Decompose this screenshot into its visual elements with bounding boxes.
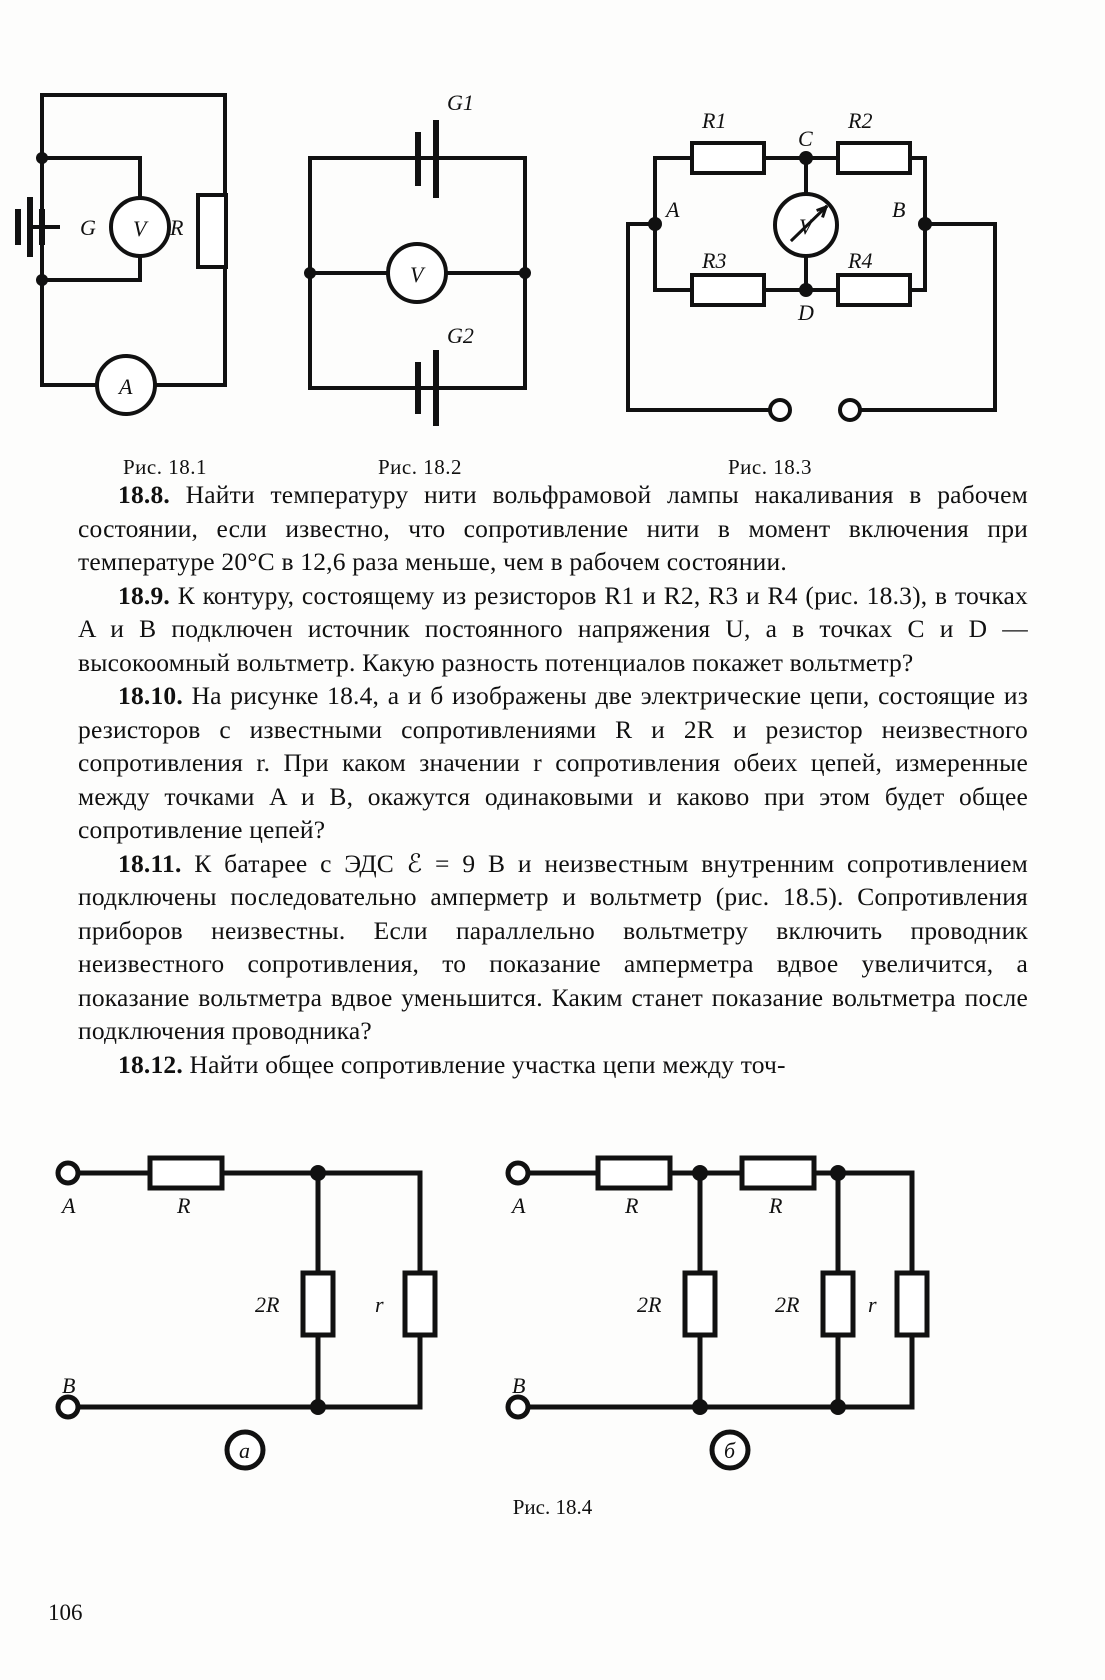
problem-text-18-12: Найти общее сопротивление участка цепи между точ- — [189, 1049, 786, 1079]
fig4a-label-a: A — [62, 1193, 76, 1218]
problem-18-10 — [78, 679, 1028, 847]
fig4b-label-a: A — [512, 1193, 526, 1218]
fig4b-label-2r1: 2R — [637, 1292, 662, 1317]
figures-top-svg — [0, 40, 1105, 440]
fig3-label-voltmeter: V — [799, 214, 813, 239]
problem-number-18-12: 18.12. — [118, 1049, 183, 1079]
figure-caption-18-2: Рис. 18.2 — [378, 455, 462, 479]
fig4b-label-2r2: 2R — [775, 1292, 800, 1317]
fig4b-label-r1: R — [625, 1193, 639, 1218]
problem-number-18-9: 18.9. — [118, 580, 170, 610]
fig4a-label-2r: 2R — [255, 1292, 280, 1317]
fig3-label-node-a: A — [666, 197, 680, 222]
fig3-label-r3: R3 — [702, 248, 727, 273]
fig4a-sublabel: а — [239, 1438, 250, 1463]
fig4a-label-r: R — [177, 1193, 191, 1218]
fig1-label-ammeter: A — [119, 374, 133, 399]
fig3-label-r2: R2 — [848, 108, 873, 133]
fig1-label-voltmeter: V — [133, 216, 147, 241]
fig4b-label-r2: R — [769, 1193, 783, 1218]
page-number: 106 — [48, 1600, 83, 1625]
fig2-label-voltmeter: V — [410, 262, 424, 287]
fig2-label-battery1: G1 — [447, 90, 474, 115]
figure-18-4-svg — [0, 1155, 1105, 1485]
problem-number-18-10: 18.10. — [118, 681, 183, 710]
fig1-label-source: G — [80, 215, 96, 240]
problem-18-11 — [78, 847, 1028, 1048]
problems-text-block — [78, 478, 1028, 1081]
figure-caption-18-1: Рис. 18.1 — [123, 455, 207, 479]
fig3-label-node-b: B — [892, 197, 906, 222]
fig4a-label-b: B — [62, 1373, 76, 1398]
problem-number-18-8: 18.8. — [118, 480, 170, 509]
fig4a-label-r-unknown: r — [375, 1292, 384, 1317]
fig4b-sublabel: б — [724, 1438, 736, 1463]
fig4b-label-r-unknown: r — [868, 1292, 877, 1317]
problem-text-18-11: К батарее с ЭДС ℰ = 9 В и неизвестным внутренним сопротивлением подключены последовательно амперметр и вольтметр (рис. 18.5). Сопротивления приборов неизвестны. Если параллельно вольтметру включить проводник неизвестного сопротивления, то показание амперметра вдвое увеличится, а показание вольтметра вдвое уменьшится. Каким станет показание вольтметра после подключения проводника? — [78, 848, 1028, 1045]
fig3-label-r1: R1 — [702, 108, 727, 133]
fig2-label-battery2: G2 — [447, 323, 474, 348]
figure-caption-18-3: Рис. 18.3 — [728, 455, 812, 479]
problem-text-18-9: К контуру, состоящему из резисторов R1 и R2, R3 и R4 (рис. 18.3), в точках A и B подключен источник постоянного напряжения U, а в точках C и D — высокоомный вольтметр. Какую разность потенциалов покажет вольтметр? — [78, 580, 1028, 677]
problem-18-8 — [78, 478, 1028, 579]
fig4b-label-b: B — [512, 1373, 526, 1398]
figure-18-4 — [0, 1155, 1105, 1485]
fig3-label-r4: R4 — [848, 248, 873, 273]
problem-text-18-10: На рисунке 18.4, а и б изображены две электрические цепи, состоящие из резисторов с известными сопротивлениями R и 2R и резистор неизвестного сопротивления r. При каком значении r сопротивления обеих цепей, измеренные между точками A и B, окажутся одинаковыми и каково при этом будет общее сопротивление цепей? — [78, 681, 1029, 844]
fig3-label-node-d: D — [798, 300, 814, 325]
figure-caption-18-4: Рис. 18.4 — [512, 1495, 593, 1519]
figures-top-row — [0, 40, 1105, 479]
problem-18-9 — [78, 579, 1028, 680]
problem-18-12 — [78, 1048, 1028, 1082]
fig1-label-resistor: R — [170, 215, 184, 240]
problem-text-18-8: Найти температуру нити вольфрамовой лампы накаливания в рабочем состоянии, если известно, что сопротивление нити в момент включения при температуре 20°C в 12,6 раза меньше, чем в рабочем состоянии. — [78, 480, 1029, 576]
fig3-label-node-c: C — [798, 126, 813, 151]
problem-number-18-11: 18.11. — [118, 848, 182, 878]
